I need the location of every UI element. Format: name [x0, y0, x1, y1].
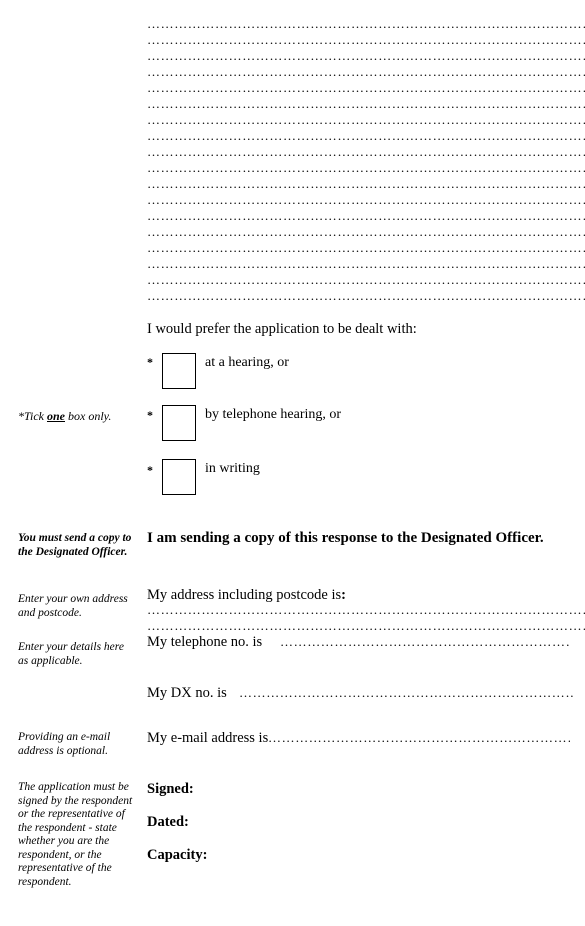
dx-field[interactable]: [239, 685, 574, 701]
dotted-line[interactable]: [147, 272, 585, 288]
copy-statement: I am sending a copy of this response to the Designated Officer.: [147, 530, 544, 546]
dotted-line[interactable]: [147, 256, 585, 272]
option-writing-label: in writing: [205, 461, 260, 476]
preference-prompt: I would prefer the application to be dealt with:: [147, 321, 417, 337]
option-hearing-label: at a hearing, or: [205, 355, 289, 370]
option-telephone-label: by telephone hearing, or: [205, 407, 342, 422]
details-note: Enter your details here as applicable.: [18, 641, 124, 667]
dotted-line[interactable]: [147, 160, 585, 176]
tick-one-note: *Tick one box only.: [18, 409, 112, 423]
dotted-line[interactable]: [147, 224, 585, 240]
dotted-line[interactable]: [147, 64, 585, 80]
dotted-line[interactable]: [147, 176, 585, 192]
signed-label: Signed:: [147, 781, 194, 797]
dotted-line[interactable]: [147, 208, 585, 224]
telephone-label: My telephone no. is: [147, 634, 263, 650]
option-telephone-checkbox[interactable]: [162, 405, 196, 441]
dotted-line[interactable]: [147, 80, 585, 96]
option-hearing-checkbox[interactable]: [162, 353, 196, 389]
dotted-line[interactable]: [147, 112, 585, 128]
address-line-1[interactable]: [147, 602, 585, 618]
telephone-field[interactable]: [280, 634, 570, 650]
option-writing-checkbox[interactable]: [162, 459, 196, 495]
dotted-line[interactable]: [147, 32, 585, 48]
dotted-line[interactable]: [147, 96, 585, 112]
option-writing-star: *: [147, 463, 153, 477]
dated-label: Dated:: [147, 814, 189, 830]
dotted-line[interactable]: [147, 48, 585, 64]
option-hearing-star: *: [147, 355, 153, 369]
email-label: My e-mail address is: [147, 730, 269, 746]
dotted-line[interactable]: [147, 16, 585, 32]
dotted-line[interactable]: [147, 240, 585, 256]
address-line-2[interactable]: [147, 618, 585, 634]
copy-note: You must send a copy to the Designated Officer.: [18, 532, 132, 558]
dotted-line[interactable]: [147, 144, 585, 160]
dx-label: My DX no. is: [147, 685, 227, 701]
capacity-label: Capacity:: [147, 847, 208, 863]
option-telephone-star: *: [147, 408, 153, 422]
signed-note: The application must be signed by the respondent or the representative of the respondent - state whether you are the respondent, or the representative of the respondent.: [18, 781, 133, 888]
dotted-line[interactable]: [147, 288, 585, 304]
dotted-line[interactable]: [147, 128, 585, 144]
address-note: Enter your own address and postcode.: [18, 593, 128, 619]
address-label: My address including postcode is:: [147, 587, 346, 603]
dotted-line[interactable]: [147, 192, 585, 208]
email-field[interactable]: [268, 730, 570, 746]
email-note: Providing an e-mail address is optional.: [18, 731, 111, 757]
